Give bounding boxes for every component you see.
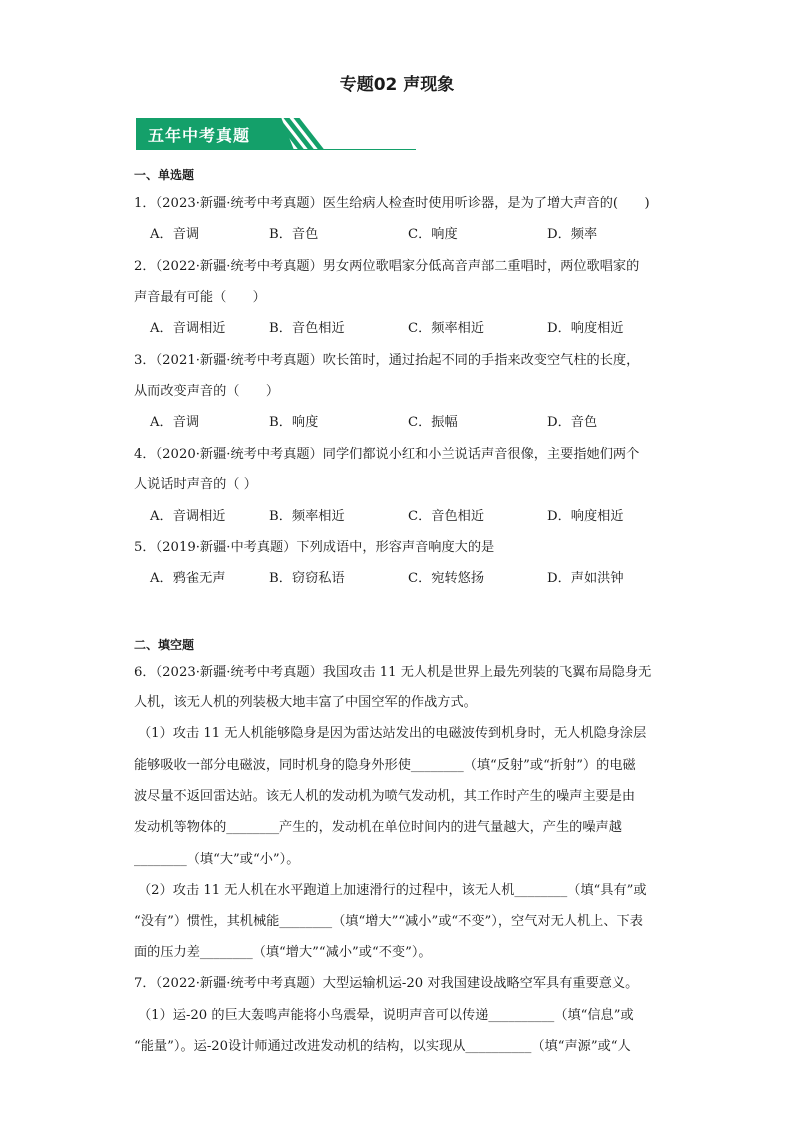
option-d: D．音色 (547, 415, 598, 430)
question-5-text: 5．（2019·新疆·中考真题）下列成语中，形容声音响度大的是 (134, 540, 495, 555)
option-a: A．音调相近 (150, 509, 226, 524)
question-4-text: 4．（2020·新疆·统考中考真题）同学们都说小红和小兰说话声音很像，主要指她们两个 (134, 447, 640, 462)
banner-label: 五年中考真题 (148, 126, 251, 145)
question-6-text: （1）攻击 11 无人机能够隐身是因为雷达站发出的电磁波传到机身时，无人机隐身涂层 (138, 726, 647, 741)
question-7-text: 7．（2022·新疆·统考中考真题）大型运输机运-20 对我国建设战略空军具有重要意义。 (134, 976, 639, 991)
question-6-text: 波尽量不返回雷达站。该无人机的发动机为喷气发动机，其工作时产生的噪声主要是由 (134, 789, 636, 804)
option-a: A．音调相近 (150, 321, 226, 336)
option-d: D．响度相近 (547, 509, 624, 524)
question-3-text: 从而改变声音的（ ） (134, 384, 280, 399)
question-6-text: 面的压力差________（填“增大”“减小”或“不变”）。 (134, 945, 432, 960)
question-6-text: “没有”）惯性，其机械能________（填“增大”“减小”或“不变”），空气对无人机上、下表 (134, 914, 643, 929)
question-3-text: 3．（2021·新疆·统考中考真题）吹长笛时，通过抬起不同的手指来改变空气柱的长度， (134, 353, 640, 368)
question-3-options (150, 411, 670, 431)
option-a: A．音调 (150, 227, 200, 242)
option-b: B．频率相近 (269, 509, 345, 524)
question-2-text: 2．（2022·新疆·统考中考真题）男女两位歌唱家分低高音声部二重唱时，两位歌唱家的 (134, 259, 640, 274)
option-b: B．响度 (269, 415, 319, 430)
question-2-options (150, 317, 670, 337)
option-b: B．窃窃私语 (269, 571, 345, 586)
option-d: D．响度相近 (547, 321, 624, 336)
option-c: C．频率相近 (408, 321, 485, 336)
question-4-options (150, 505, 670, 525)
banner-underline (136, 149, 416, 150)
question-1-text: 1．（2023·新疆·统考中考真题）医生给病人检查时使用听诊器，是为了增大声音的( ) (134, 196, 650, 211)
question-5-options (150, 567, 670, 587)
question-6-text: ________（填“大”或“小”）。 (134, 852, 300, 867)
option-a: A．音调 (150, 415, 200, 430)
section-heading-single-choice: 一、单选题 (134, 168, 195, 182)
option-c: C．宛转悠扬 (408, 571, 485, 586)
option-a: A．鸦雀无声 (150, 571, 226, 586)
question-1-options (150, 223, 670, 243)
question-6-text: 发动机等物体的________产生的，发动机在单位时间内的进气量越大，产生的噪声越 (134, 820, 622, 835)
question-7-text: （1）运-20 的巨大轰鸣声能将小鸟震晕，说明声音可以传递__________（填“信息”或 (138, 1008, 634, 1023)
section-heading-fill-blank: 二、填空题 (134, 638, 195, 652)
option-c: C．振幅 (408, 415, 458, 430)
option-b: B．音色相近 (269, 321, 345, 336)
section-banner (136, 118, 416, 152)
page-title: 专题02 声现象 (339, 75, 455, 95)
question-6-text: 6．（2023·新疆·统考中考真题）我国攻击 11 无人机是世界上最先列装的飞翼布局隐身无 (134, 665, 652, 680)
question-7-text: “能量”）。运-20设计师通过改进发动机的结构，以实现从__________（填“声源”或“人 (134, 1039, 631, 1054)
question-6-text: （2）攻击 11 无人机在水平跑道上加速滑行的过程中，该无人机________（填“具有”或 (138, 883, 647, 898)
question-6-text: 人机，该无人机的列装极大地丰富了中国空军的作战方式。 (134, 695, 477, 710)
option-d: D．声如洪钟 (547, 571, 624, 586)
question-6-text: 能够吸收一部分电磁波，同时机身的隐身外形使________（填“反射”或“折射”）的电磁 (134, 758, 636, 773)
option-d: D．频率 (547, 227, 598, 242)
option-b: B．音色 (269, 227, 319, 242)
question-4-text: 人说话时声音的（ ） (134, 477, 257, 492)
option-c: C．音色相近 (408, 509, 485, 524)
question-2-text: 声音最有可能（ ） (134, 290, 266, 305)
option-c: C．响度 (408, 227, 458, 242)
